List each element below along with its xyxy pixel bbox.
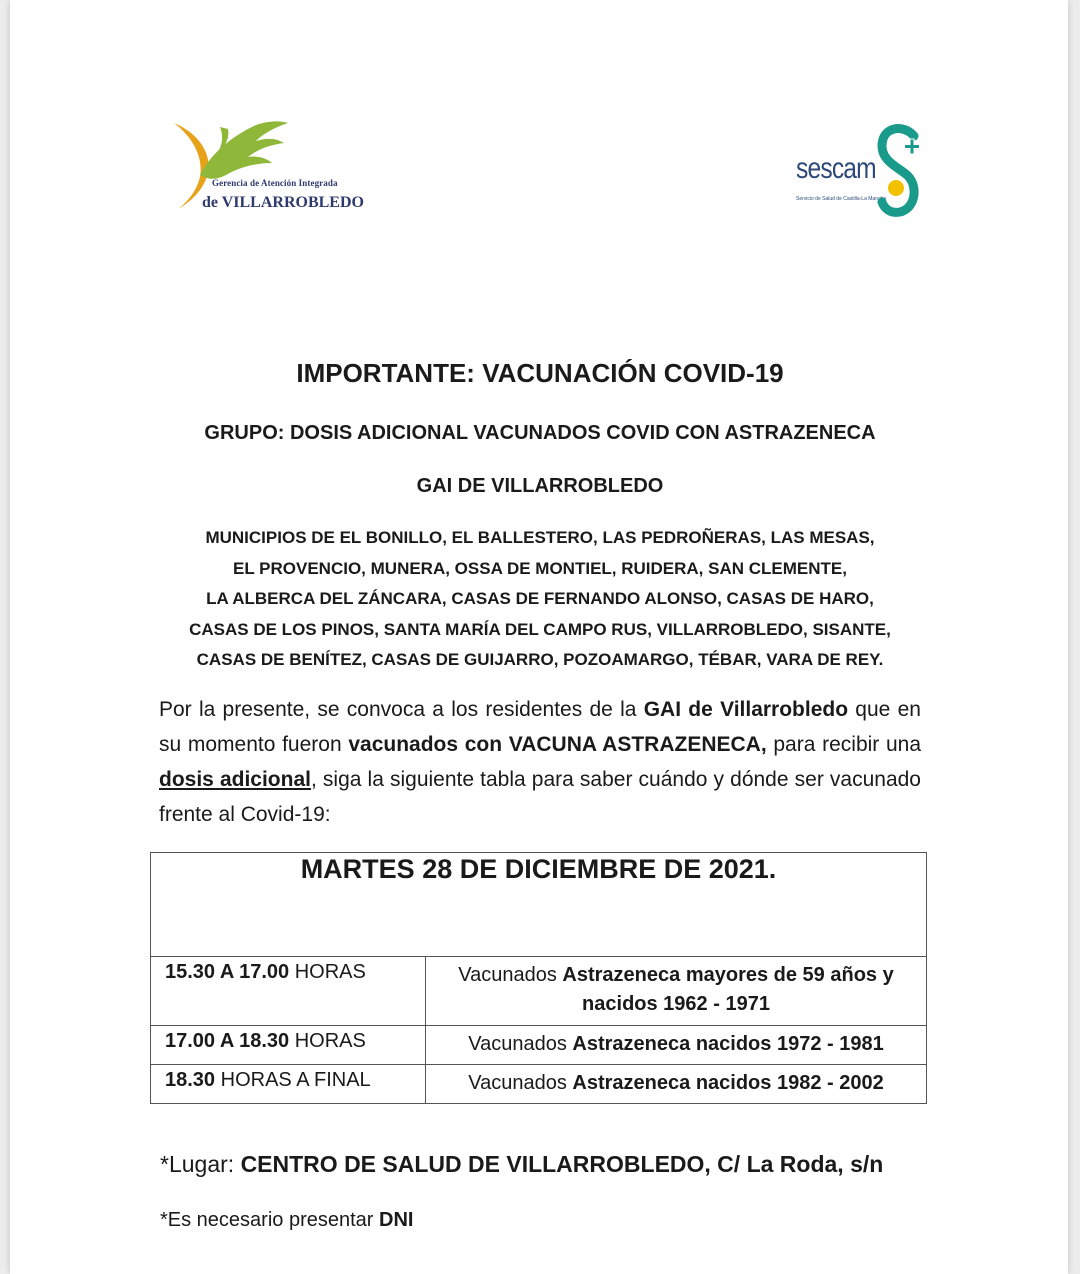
gai-logo: [160, 115, 390, 220]
paragraph-text: , siga la siguiente tabla para saber cuándo y dónde ser vacunado frente al Covid-19:: [159, 768, 921, 826]
schedule-date: MARTES 28 DE DICIEMBRE DE 2021.: [151, 853, 927, 957]
municipios-line: CASAS DE BENÍTEZ, CASAS DE GUIJARRO, POZOAMARGO, TÉBAR, VARA DE REY.: [196, 650, 884, 669]
sescam-s-icon: [876, 122, 924, 228]
location-value: CENTRO DE SALUD DE VILLARROBLEDO, C/ La Roda, s/n: [240, 1151, 884, 1177]
paragraph-bold: vacunados con VACUNA ASTRAZENECA,: [348, 733, 767, 756]
municipios-line: EL PROVENCIO, MUNERA, OSSA DE MONTIEL, RUIDERA, SAN CLEMENTE,: [233, 558, 847, 578]
municipios-line: MUNICIPIOS DE EL BONILLO, EL BALLESTERO, LAS PEDROÑERAS, LAS MESAS,: [205, 528, 875, 547]
time-cell: 17.00 A 18.30 HORAS: [151, 1026, 426, 1065]
group-cell: Vacunados Astrazeneca nacidos 1982 - 2002: [426, 1065, 927, 1104]
paragraph-text: para recibir una: [766, 733, 922, 756]
paragraph-text: Por la presente, se convoca a los residentes de la: [159, 698, 644, 721]
group-cell: Vacunados Astrazeneca nacidos 1972 - 1981: [426, 1026, 927, 1065]
schedule-table: [150, 852, 927, 1104]
table-row: [151, 957, 927, 1026]
sescam-logo-subtitle: Servicio de Salud de Castilla-La Mancha: [796, 196, 887, 202]
group-heading: GRUPO: DOSIS ADICIONAL VACUNADOS COVID CON ASTRAZENECA: [204, 422, 876, 444]
sescam-logo-word: sescam: [796, 152, 876, 185]
location-note: [160, 1151, 883, 1178]
dni-label: *Es necesario presentar: [160, 1209, 380, 1231]
municipios-line: LA ALBERCA DEL ZÁNCARA, CASAS DE FERNANDO ALONSO, CASAS DE HARO,: [206, 589, 874, 608]
table-row: [151, 1026, 927, 1065]
dni-note: [160, 1209, 413, 1232]
paragraph-underlined: dosis adicional: [159, 768, 311, 791]
table-header-row: [151, 853, 927, 957]
gai-logo-line2: de VILLARROBLEDO: [202, 194, 364, 211]
paragraph-bold: GAI de Villarrobledo: [643, 698, 849, 721]
group-cell: Vacunados Astrazeneca mayores de 59 años y nacidos 1962 - 1971: [426, 957, 927, 1026]
municipios-line: CASAS DE LOS PINOS, SANTA MARÍA DEL CAMPO RUS, VILLARROBLEDO, SISANTE,: [189, 619, 891, 639]
convocation-paragraph: [159, 692, 921, 832]
time-cell: 15.30 A 17.00 HORAS: [151, 957, 426, 1026]
table-row: [151, 1065, 927, 1104]
dni-value: DNI: [379, 1209, 414, 1231]
time-cell: 18.30 HORAS A FINAL: [151, 1065, 426, 1104]
gai-heading: GAI DE VILLARROBLEDO: [416, 475, 664, 497]
municipios-list: [0, 523, 1080, 676]
page-title: IMPORTANTE: VACUNACIÓN COVID-19: [296, 358, 784, 388]
sescam-logo: [790, 122, 930, 232]
paragraph-text: que en su momento fueron: [159, 698, 921, 756]
location-label: *Lugar:: [160, 1151, 241, 1177]
gai-logo-line1: Gerencia de Atención Integrada: [212, 178, 338, 188]
